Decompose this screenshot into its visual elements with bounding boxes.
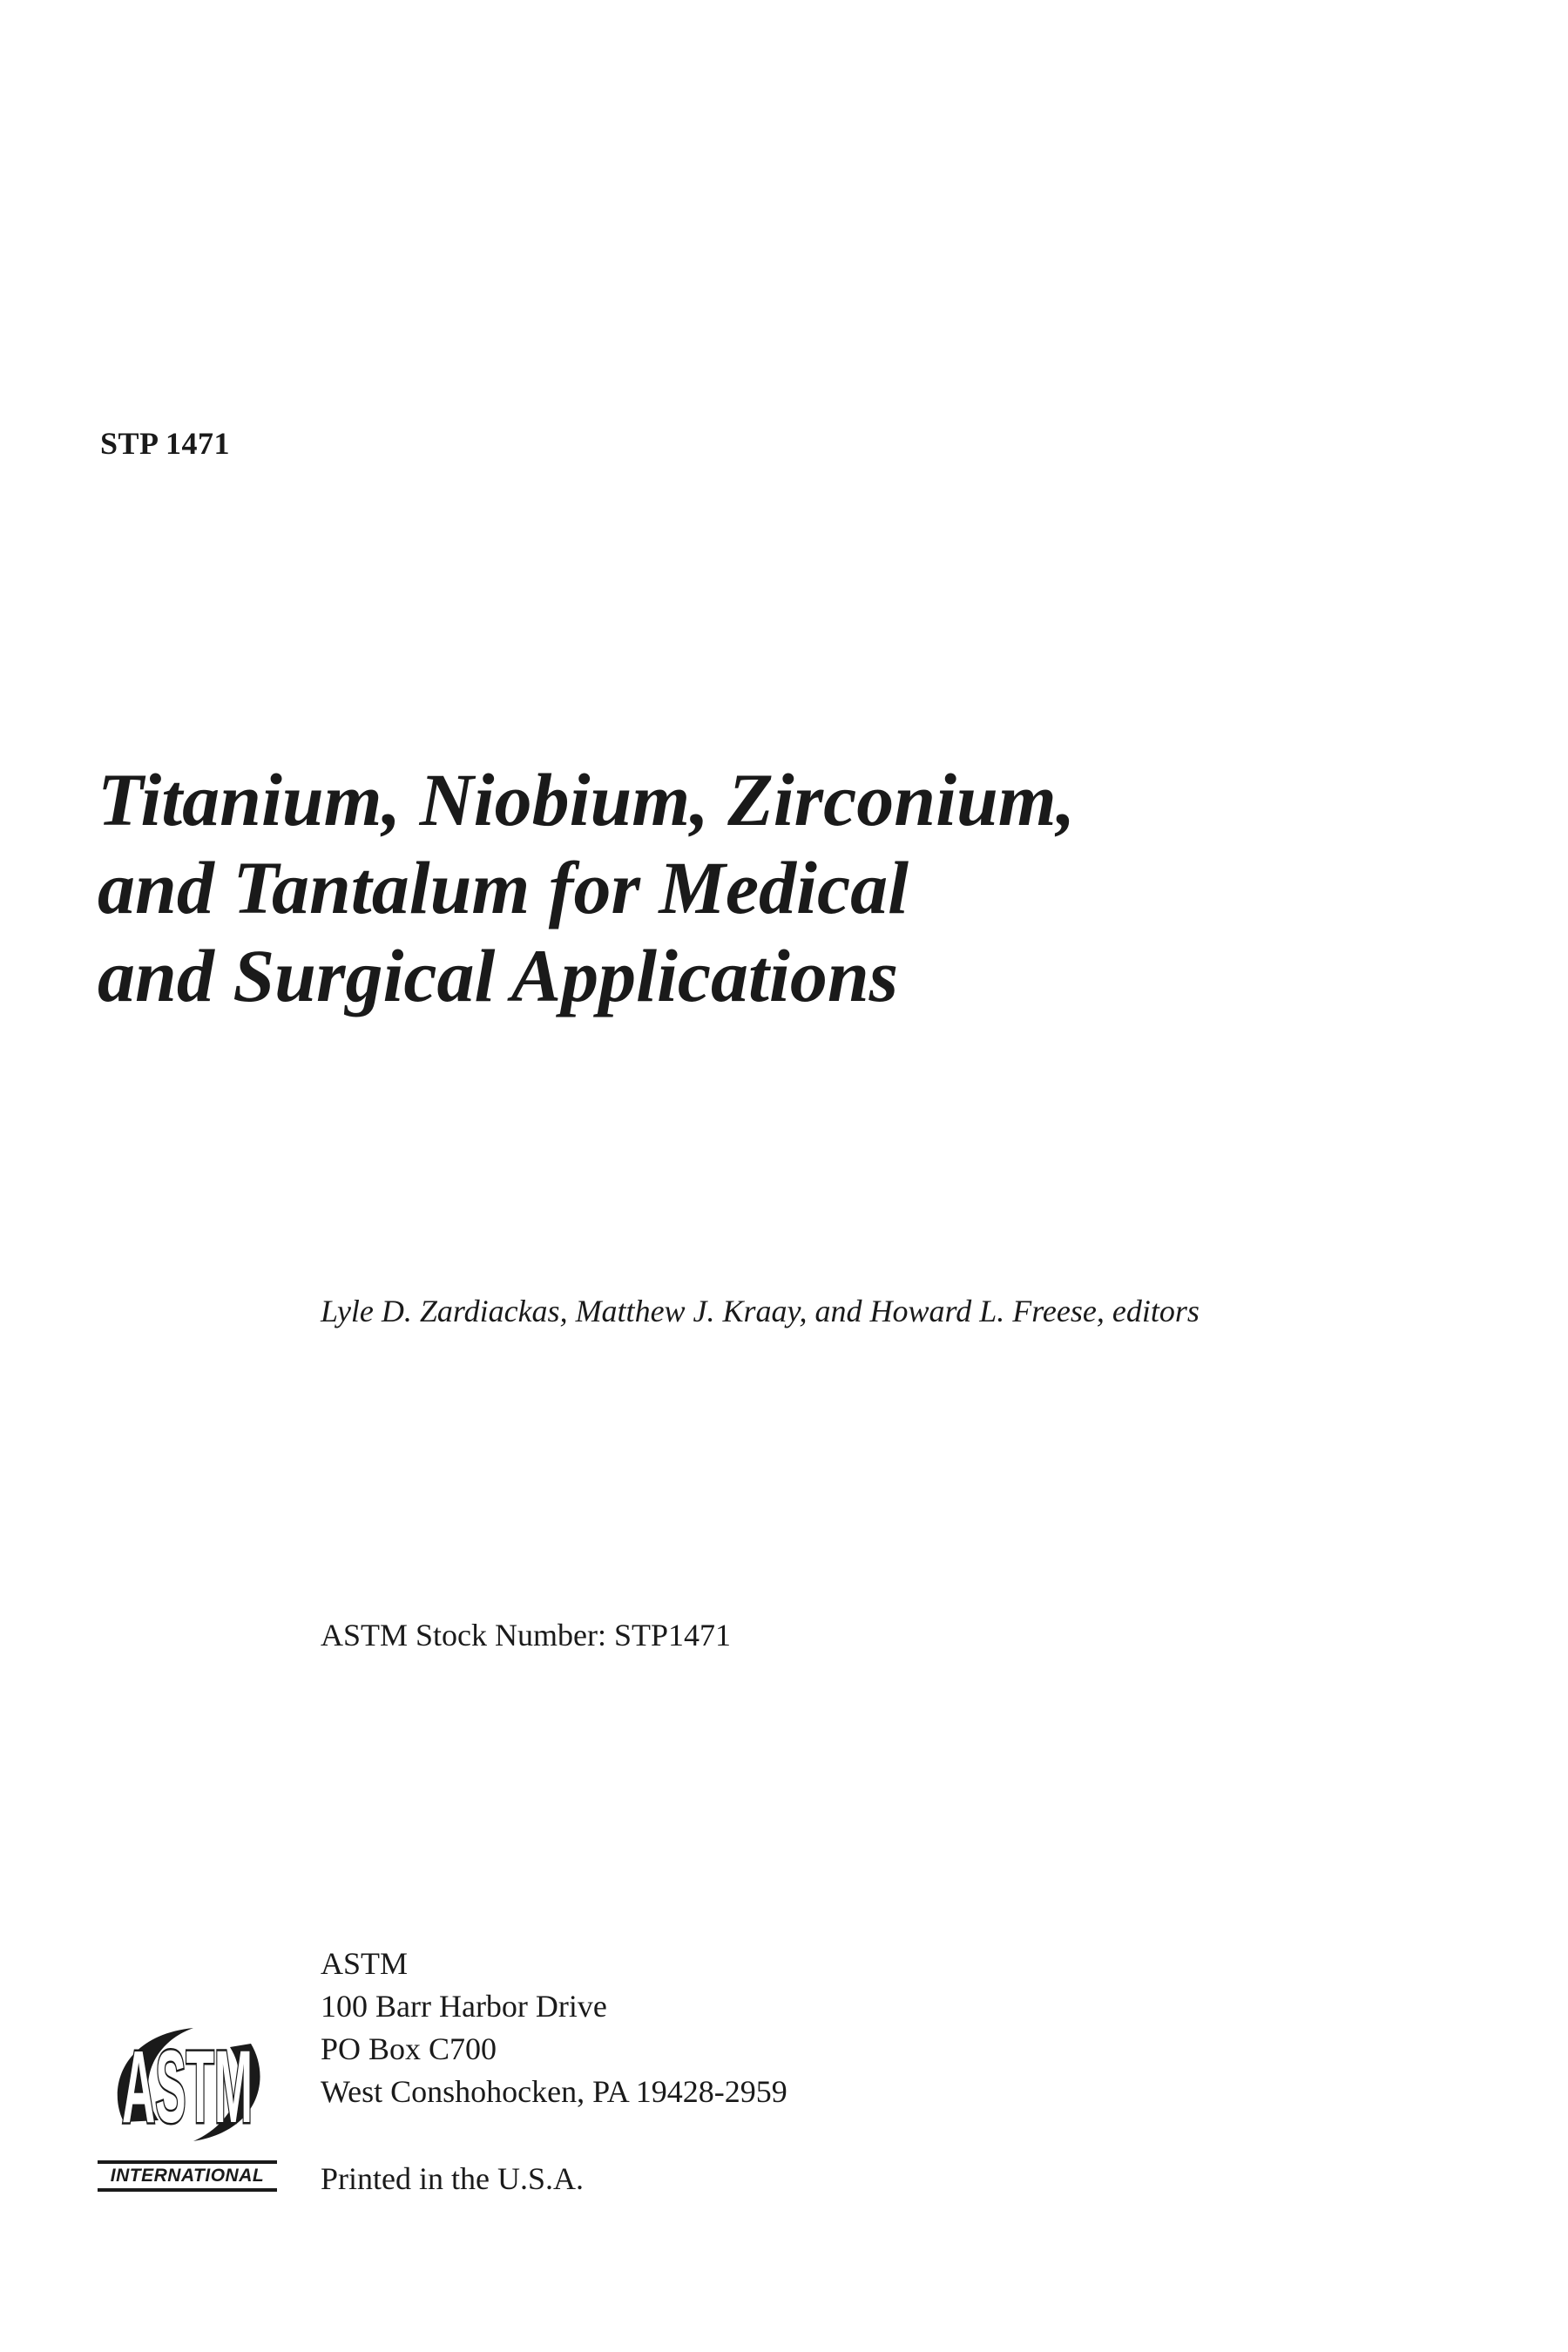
book-title	[98, 756, 1404, 1020]
stock-number: ASTM Stock Number: STP1471	[321, 1618, 732, 1652]
address-line: ASTM	[321, 1946, 409, 1981]
svg-text:ASTM: ASTM	[122, 2030, 253, 2145]
book-title-line: and Surgical Applications	[98, 934, 899, 1017]
printed-in-line: Printed in the U.S.A.	[321, 2161, 584, 2196]
astm-logo-icon	[98, 2017, 277, 2150]
address-line: 100 Barr Harbor Drive	[321, 1989, 607, 2024]
publisher-address	[321, 1943, 787, 2113]
address-line: PO Box C700	[321, 2031, 497, 2066]
address-line: West Conshohocken, PA 19428-2959	[321, 2074, 787, 2109]
editors-line: Lyle D. Zardiackas, Matthew J. Kraay, and Howard L. Freese, editors	[321, 1294, 1200, 1328]
svg-text:ASTM: ASTM	[122, 2030, 253, 2145]
logo-subtitle: INTERNATIONAL	[98, 2160, 277, 2192]
series-number: STP 1471	[100, 426, 231, 461]
book-title-line: Titanium, Niobium, Zirconium,	[98, 758, 1076, 841]
book-title-line: and Tantalum for Medical	[98, 846, 909, 929]
